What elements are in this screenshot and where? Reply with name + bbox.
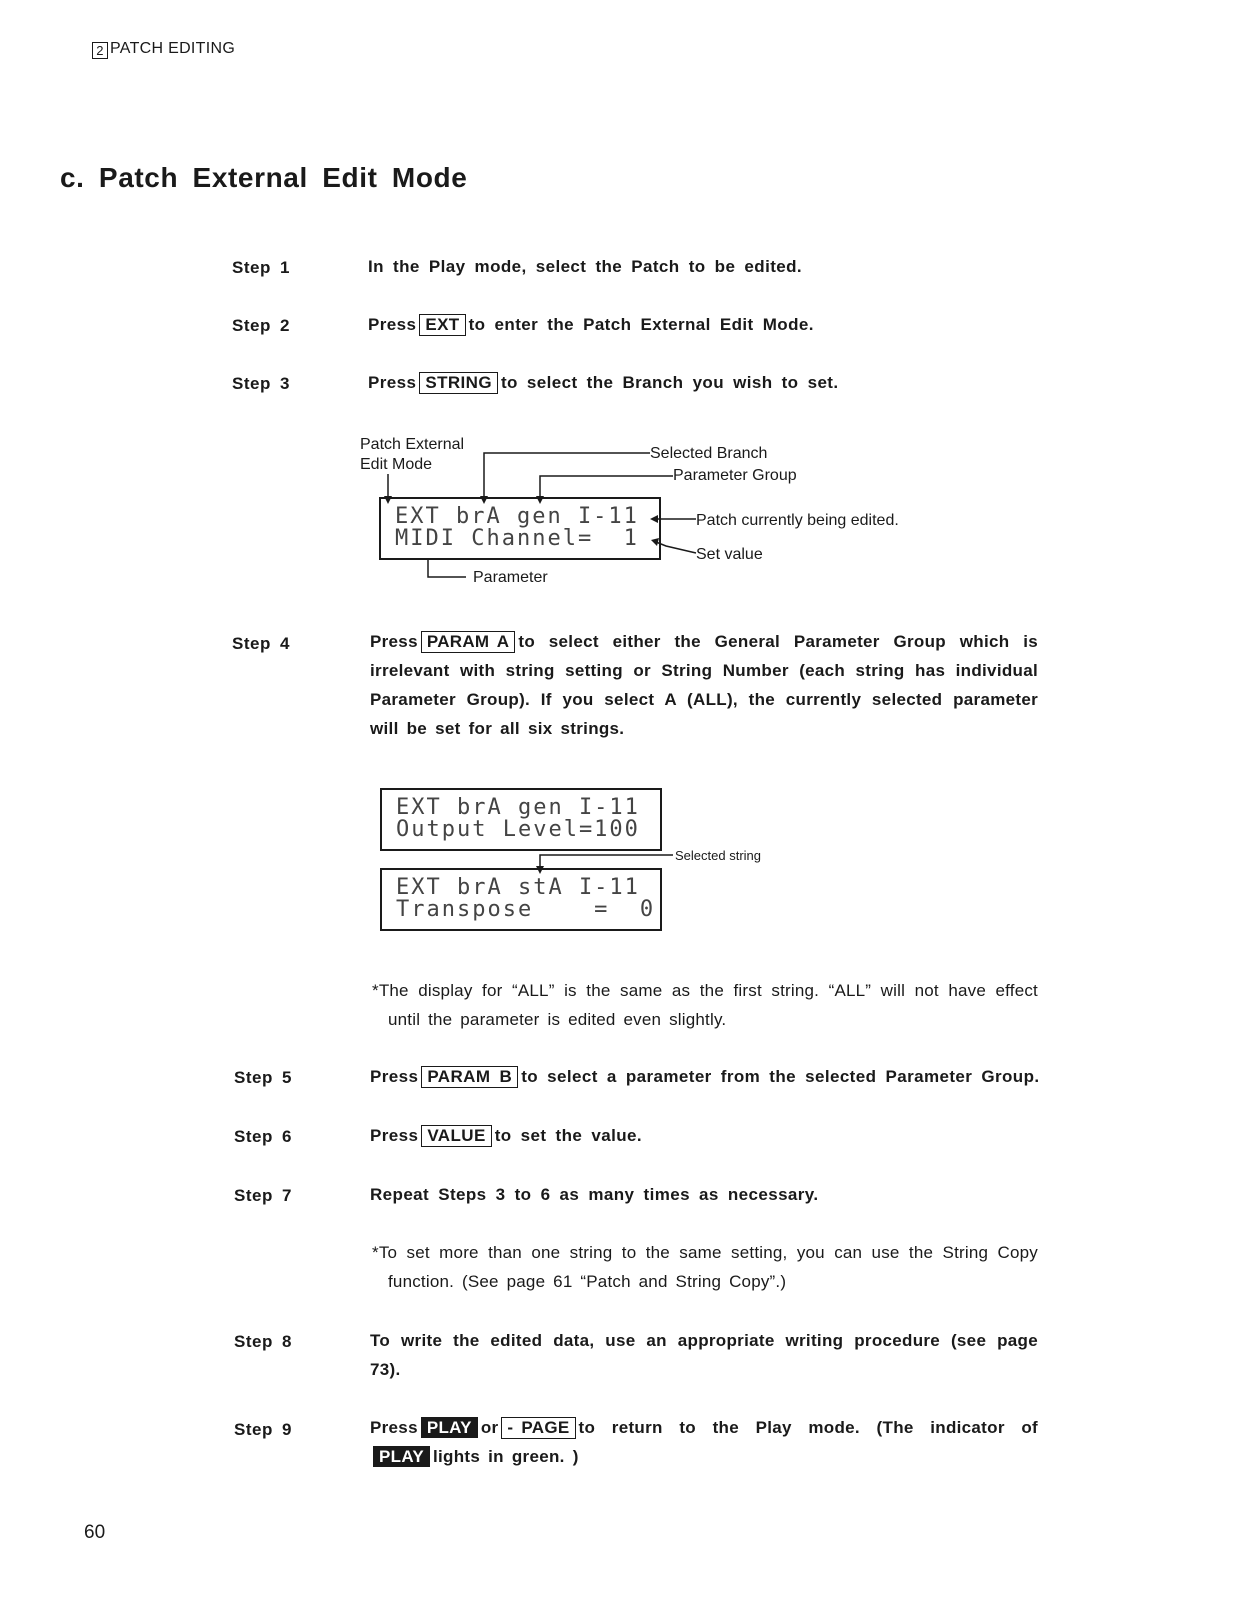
label-selected-string: Selected string — [675, 848, 761, 863]
step-1-text: In the Play mode, select the Patch to be edited. — [368, 257, 803, 276]
string-key: STRING — [419, 372, 498, 394]
play-indicator-key: PLAY — [373, 1446, 430, 1467]
label-patch-being-edited: Patch currently being edited. — [696, 512, 899, 529]
ext-key: EXT — [419, 314, 465, 336]
section-title: PATCH EDITING — [110, 40, 236, 57]
step-3-pre: Press — [368, 373, 417, 392]
step-2-post: to enter the Patch External Edit Mode. — [468, 315, 814, 334]
step-6-post: to set the value. — [494, 1126, 642, 1145]
label-patch-external: Patch External — [360, 436, 465, 453]
lcd-1-line-1: EXT brA gen I-11 — [395, 504, 639, 529]
step-6-pre: Press — [370, 1126, 419, 1145]
label-parameter-group: Parameter Group — [673, 467, 797, 484]
step-5-post: to select a parameter from the selected Parameter Group. — [521, 1067, 1040, 1086]
step-5-pre: Press — [370, 1067, 419, 1086]
page-number: 60 — [84, 1522, 106, 1543]
step-3-post: to select the Branch you wish to set. — [500, 373, 839, 392]
step-1-label: Step 1 — [232, 258, 291, 277]
step-6-text — [370, 1125, 642, 1147]
step-8-label: Step 8 — [234, 1332, 293, 1351]
step-8-text: To write the edited data, use an appropriate writing procedure (see page 73). — [370, 1331, 1038, 1379]
step-2-label: Step 2 — [232, 316, 291, 335]
step-9-post: to return to the Play mode. (The indicator of — [578, 1418, 1038, 1437]
lcd-1-line-2: MIDI Channel= 1 — [395, 526, 639, 551]
step-9-pre: Press — [370, 1418, 418, 1437]
step-7-label: Step 7 — [234, 1186, 293, 1205]
step-4-post: to select either the General Parameter Group which is irrelevant with string setting or String Number (each string has individual Parameter Group). If you select A (ALL), the currently selected parameter will be set for all six strings. — [370, 632, 1038, 738]
lcd-display-2b — [380, 868, 662, 931]
param-a-key: PARAM A — [421, 631, 516, 653]
step-9-post2: lights in green. ) — [432, 1447, 579, 1466]
play-key: PLAY — [421, 1417, 478, 1438]
step-9-label: Step 9 — [234, 1420, 293, 1439]
step-4-pre: Press — [370, 632, 418, 651]
minus-page-key: - PAGE — [501, 1417, 575, 1439]
step-5-text — [370, 1066, 1040, 1088]
step-4-label: Step 4 — [232, 634, 291, 653]
lcd-2b-line-1: EXT brA stA I-11 — [396, 875, 640, 900]
section-number-box: 2 — [92, 42, 108, 59]
all-note: *The display for “ALL” is the same as the first string. “ALL” will not have effect until the parameter is edited even slightly. — [372, 981, 1038, 1029]
lcd-2b-line-2: Transpose = 0 — [396, 897, 656, 922]
page-title: c. Patch External Edit Mode — [60, 162, 468, 193]
lcd-2a-line-1: EXT brA gen I-11 — [396, 795, 640, 820]
step-9-mid: or — [480, 1418, 499, 1437]
label-selected-branch: Selected Branch — [650, 445, 768, 462]
step-2-pre: Press — [368, 315, 417, 334]
step-9-text — [370, 1413, 1038, 1471]
label-set-value: Set value — [696, 546, 763, 563]
copy-note: *To set more than one string to the same setting, you can use the String Copy function. (See page 61 “Patch and String Copy”.) — [372, 1243, 1038, 1291]
label-parameter: Parameter — [473, 569, 548, 586]
step-6-label: Step 6 — [234, 1127, 293, 1146]
param-b-key: PARAM B — [421, 1066, 518, 1088]
step-3-label: Step 3 — [232, 374, 291, 393]
value-key: VALUE — [421, 1125, 491, 1147]
step-5-label: Step 5 — [234, 1068, 293, 1087]
lcd-2a-line-2: Output Level=100 — [396, 817, 640, 842]
step-7-text: Repeat Steps 3 to 6 as many times as necessary. — [370, 1185, 819, 1204]
label-edit-mode: Edit Mode — [360, 456, 433, 473]
